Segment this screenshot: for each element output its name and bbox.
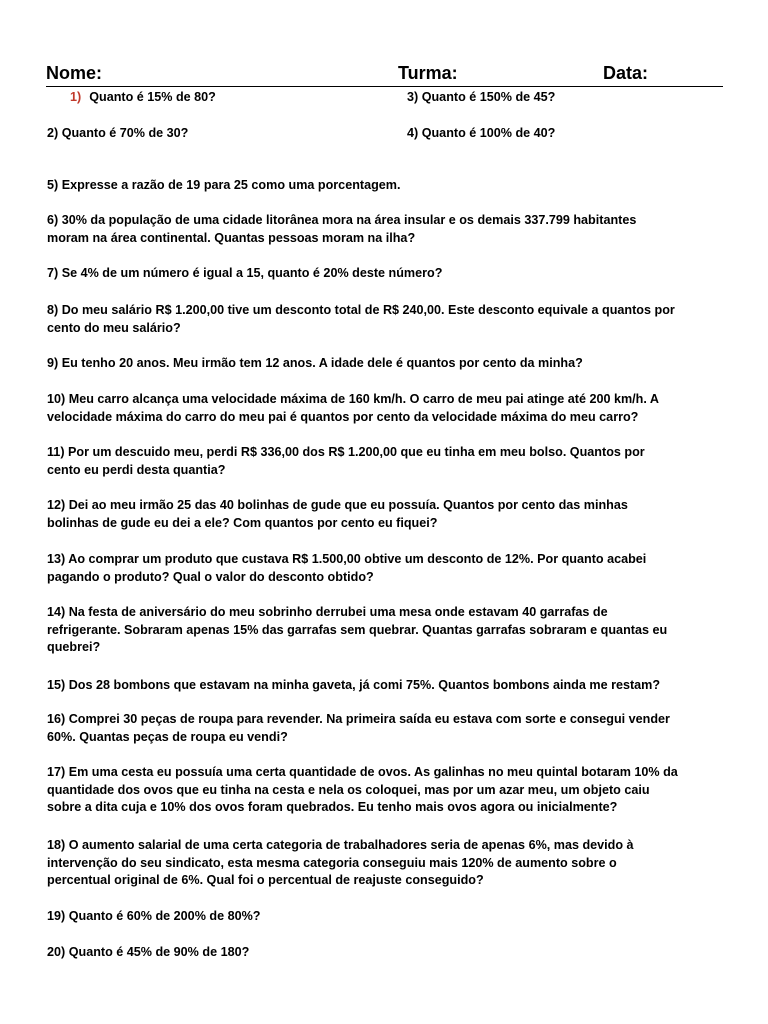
question-line: 18) O aumento salarial de uma certa categoria de trabalhadores seria de apenas 6%, mas devido à — [47, 838, 634, 852]
question-4: 4) Quanto é 100% de 40? — [407, 126, 556, 140]
question-line: moram na área continental. Quantas pessoas moram na ilha? — [47, 230, 416, 245]
question-line: 17) Em uma cesta eu possuía uma certa quantidade de ovos. As galinhas no meu quintal botaram 10% da — [47, 765, 678, 779]
question-3: 3) Quanto é 150% de 45? — [407, 90, 556, 104]
question-line: 20) Quanto é 45% de 90% de 180? — [47, 945, 250, 959]
question-6 — [47, 212, 636, 247]
question-line: intervenção do seu sindicato, esta mesma categoria conseguiu mais 120% de aumento sobre o — [47, 855, 617, 870]
question-12 — [47, 497, 628, 532]
question-1 — [70, 89, 216, 107]
question-11 — [47, 444, 645, 479]
question-line: 60%. Quantas peças de roupa eu vendi? — [47, 729, 288, 744]
question-2: 2) Quanto é 70% de 30? — [47, 126, 189, 140]
question-16 — [47, 711, 670, 746]
question-line: 9) Eu tenho 20 anos. Meu irmão tem 12 anos. A idade dele é quantos por cento da minha? — [47, 356, 583, 370]
question-line: sobre a dita cuja e 10% dos ovos foram quebrados. Eu tenho mais ovos agora ou inicialmente? — [47, 800, 618, 814]
question-line: 11) Por um descuido meu, perdi R$ 336,00 dos R$ 1.200,00 que eu tinha em meu bolso. Quantos por — [47, 445, 645, 459]
question-line: cento do meu salário? — [47, 320, 181, 335]
question-5 — [47, 177, 400, 195]
question-19 — [47, 908, 260, 926]
question-13 — [47, 551, 646, 586]
question-15 — [47, 677, 660, 695]
question-line: 19) Quanto é 60% de 200% de 80%? — [47, 909, 261, 923]
question-line: bolinhas de gude eu dei a ele? Com quantos por cento eu fiquei? — [47, 515, 438, 530]
question-8 — [47, 302, 675, 337]
question-line: 6) 30% da população de uma cidade litorânea mora na área insular e os demais 337.799 habitantes — [47, 213, 637, 227]
question-9 — [47, 355, 583, 373]
question-14 — [47, 604, 667, 657]
question-17 — [47, 764, 678, 817]
question-line: 8) Do meu salário R$ 1.200,00 tive um desconto total de R$ 240,00. Este desconto equivale a quantos por — [47, 303, 675, 317]
question-line: quantidade dos ovos que eu tinha na cesta e nela os coloquei, mas por um azar meu, um objeto caiu — [47, 782, 650, 797]
question-line: percentual original de 6%. Qual foi o percentual de reajuste conseguido? — [47, 873, 484, 887]
question-line: quebrei? — [47, 640, 101, 654]
question-line: 10) Meu carro alcança uma velocidade máxima de 160 km/h. O carro de meu pai atinge até 200 km/h. A — [47, 392, 659, 406]
question-line: 16) Comprei 30 peças de roupa para revender. Na primeira saída eu estava com sorte e consegui vender — [47, 712, 670, 726]
question-18 — [47, 837, 634, 890]
question-1-number: 1) — [70, 90, 82, 104]
date-label: Data: — [603, 63, 649, 83]
question-line: 7) Se 4% de um número é igual a 15, quanto é 20% deste número? — [47, 266, 443, 280]
question-20 — [47, 944, 249, 962]
question-line: 12) Dei ao meu irmão 25 das 40 bolinhas de gude que eu possuía. Quantos por cento das minhas — [47, 498, 628, 512]
question-line: velocidade máxima do carro do meu pai é quantos por cento da velocidade máxima do meu carro? — [47, 409, 639, 424]
question-7 — [47, 265, 442, 283]
question-10 — [47, 391, 659, 426]
question-line: 15) Dos 28 bombons que estavam na minha gaveta, já comi 75%. Quantos bombons ainda me restam? — [47, 678, 661, 692]
question-line: 14) Na festa de aniversário do meu sobrinho derrubei uma mesa onde estavam 40 garrafas de — [47, 605, 608, 619]
question-line: 5) Expresse a razão de 19 para 25 como uma porcentagem. — [47, 178, 401, 192]
question-line: 13) Ao comprar um produto que custava R$ 1.500,00 obtive um desconto de 12%. Por quanto acabei — [47, 552, 647, 566]
question-line: pagando o produto? Qual o valor do desconto obtido? — [47, 569, 374, 584]
name-label: Nome: — [46, 63, 103, 83]
question-line: cento eu perdi desta quantia? — [47, 462, 226, 477]
class-label: Turma: — [398, 63, 458, 83]
header-rule — [46, 86, 723, 87]
question-line: refrigerante. Sobraram apenas 15% das garrafas sem quebrar. Quantas garrafas sobraram e quantas eu — [47, 622, 668, 637]
question-1-text: Quanto é 15% de 80? — [89, 90, 216, 104]
